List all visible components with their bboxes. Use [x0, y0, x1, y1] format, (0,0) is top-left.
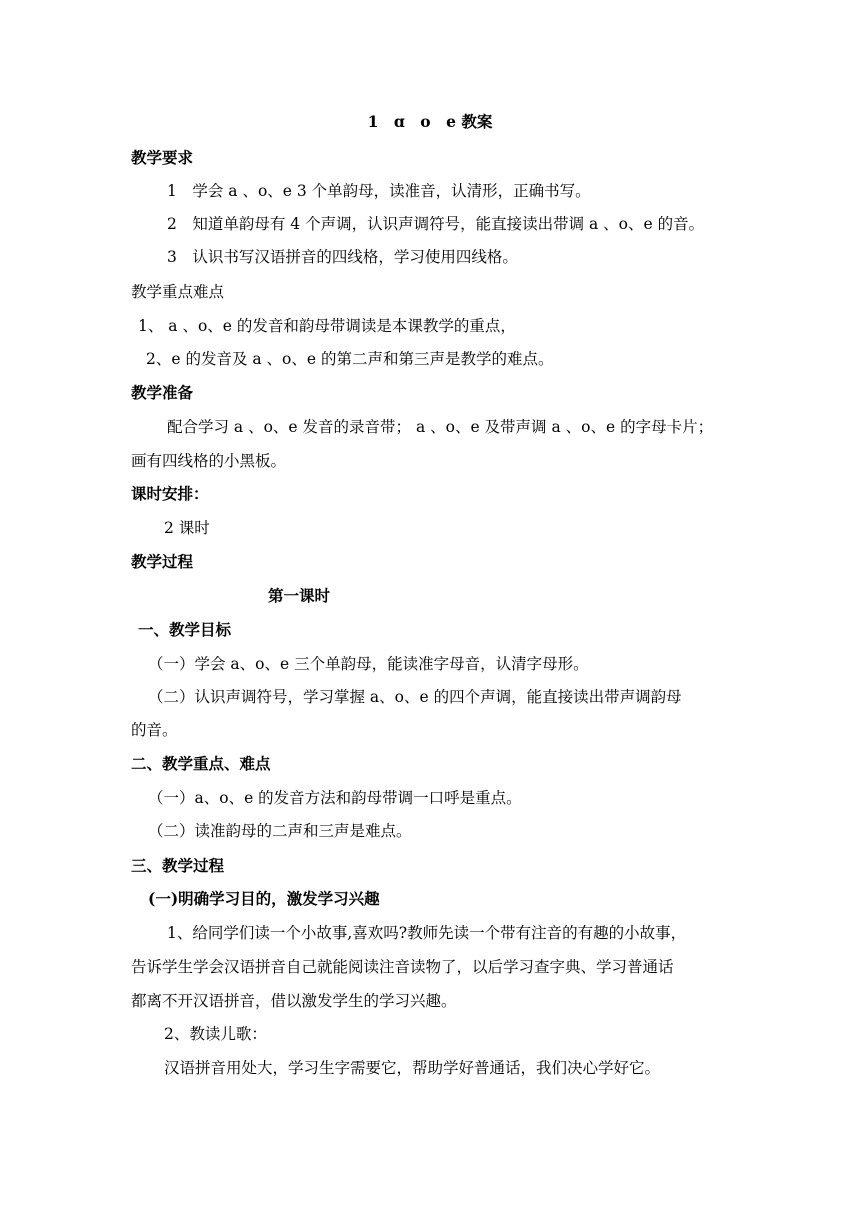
paragraph-line: 1、给同学们读一个小故事,喜欢吗?教师先读一个带有注音的有趣的小故事，	[167, 924, 687, 942]
section-item: （一）a、o、e 的发音方法和韵母带调一口呼是重点。	[148, 789, 522, 807]
section-item: （一）学会 a、o、e 三个单韵母，能读准字母音，认清字母形。	[148, 655, 589, 673]
preparation-heading: 教学准备	[131, 383, 194, 402]
section-item: （二）读准韵母的二声和三声是难点。	[148, 822, 412, 840]
preparation-text: 画有四线格的小黑板。	[131, 452, 287, 470]
requirement-item: 1 学会 a 、o、e 3 个单韵母，读准音，认清形，正确书写。	[167, 182, 591, 200]
section-heading: 一、教学目标	[138, 620, 232, 639]
key-point-item: 1、 a 、o、e 的发音和韵母带调读是本课教学的重点，	[138, 317, 516, 335]
key-point-item: 2、e 的发音及 a 、o、e 的第二声和第三声是教学的难点。	[146, 350, 554, 368]
key-points-heading: 教学重点难点	[131, 283, 225, 301]
process-heading: 教学过程	[131, 552, 194, 571]
section-heading: 二、教学重点、难点	[131, 754, 271, 773]
document-title: 1 ɑ o e 教案	[367, 112, 493, 131]
section-item: （二）认识声调符号，学习掌握 a、o、e 的四个声调，能直接读出带声调韵母	[148, 688, 682, 706]
requirement-item: 3 认识书写汉语拼音的四线格，学习使用四线格。	[167, 248, 518, 266]
schedule-value: 2 课时	[164, 519, 210, 537]
subsection-heading: (一)明确学习目的，激发学习兴趣	[148, 889, 380, 908]
paragraph-line: 2、教读儿歌：	[164, 1025, 267, 1043]
section-item: 的音。	[131, 721, 178, 739]
preparation-text: 配合学习 a 、o、e 发音的录音带； a 、o、e 及带声调 a 、o、e 的字母卡片；	[167, 418, 714, 436]
requirement-item: 2 知道单韵母有 4 个声调，认识声调符号，能直接读出带调 a 、o、e 的音。	[167, 215, 705, 233]
paragraph-line: 都离不开汉语拼音，借以激发学生的学习兴趣。	[131, 992, 457, 1010]
paragraph-line: 告诉学生学会汉语拼音自己就能阅读注音读物了，以后学习查字典、学习普通话	[131, 958, 674, 976]
section-heading: 三、教学过程	[131, 856, 225, 875]
lesson-title: 第一课时	[268, 586, 331, 605]
paragraph-line: 汉语拼音用处大，学习生字需要它，帮助学好普通话，我们决心学好它。	[164, 1059, 661, 1077]
requirements-heading: 教学要求	[131, 148, 194, 167]
schedule-heading: 课时安排：	[131, 484, 209, 503]
